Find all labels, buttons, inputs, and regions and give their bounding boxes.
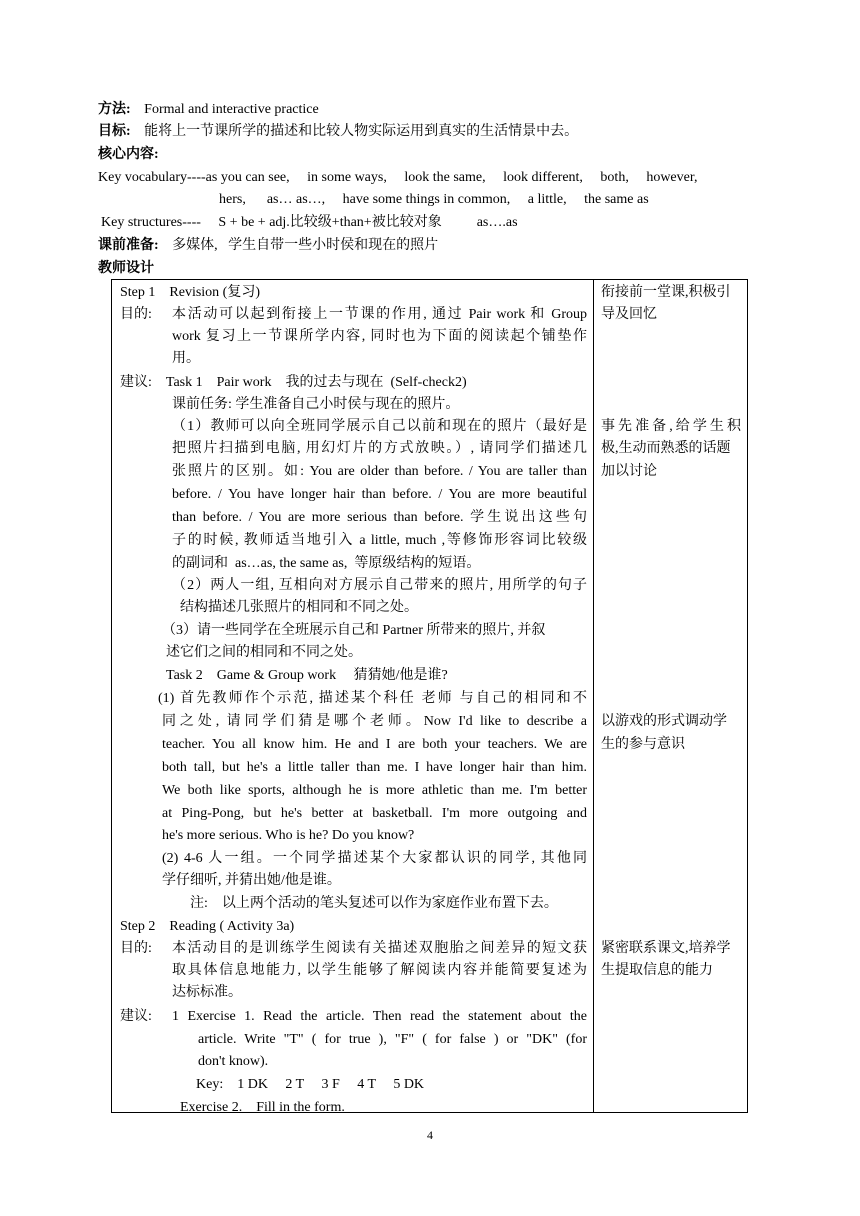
lesson-line: 的副词和 as…as, the same as, 等原级结构的短语。 [172,556,481,571]
design-label: 教师设计 [98,261,154,276]
lesson-line: 1 Exercise 1. Read the article. Then read the statement about the [172,1009,587,1024]
page-number: 4 [427,1128,433,1142]
lesson-line: Step 2 Reading ( Activity 3a) [120,919,295,934]
method-text: Formal and interactive practice [144,102,319,117]
lesson-line: (1) 首先教师作个示范, 描述某个科任 老师 与自己的相同和不 [158,691,587,706]
lesson-line: 张照片的区别。如: You are older than before. / You are taller than [172,464,587,479]
lesson-line: （2）两人一组, 互相向对方展示自己带来的照片, 用所学的句子 [172,578,587,593]
core-label: 核心内容: [98,147,159,162]
lesson-table [111,279,748,1113]
lesson-line: 达标标准。 [172,985,242,1000]
lesson-line: at Ping-Pong, but he's better at basketball. I'm more outgoing and [162,806,587,821]
goal-label: 目标: [98,124,131,139]
note-line: 生的参与意识 [601,737,685,752]
lesson-line: than before. / You are more serious than before. 学生说出这些句 [172,510,587,525]
note-line: 事先准备,给学生积 [601,419,741,434]
structures-line: Key structures---- S + be + adj.比较级+than+被比较对象 as….as [101,215,518,230]
lesson-line: Exercise 2. Fill in the form. [180,1100,345,1115]
note-line: 加以讨论 [601,464,657,479]
vocab-line-2: hers, as… as…, have some things in common, a little, the same as [219,192,649,207]
prep-text: 多媒体, 学生自带一些小时侯和现在的照片 [172,238,439,253]
lesson-steps-cell [112,280,594,1113]
lesson-line: teacher. You all know him. He and I are both your teachers. We are [162,737,587,752]
lesson-line: 注: 以上两个活动的笔头复述可以作为家庭作业布置下去。 [190,896,558,911]
lesson-line: don't know). [198,1054,269,1069]
lesson-line: （1）教师可以向全班同学展示自己以前和现在的照片（最好是 [172,419,587,434]
method-line [98,100,319,120]
lesson-line: Step 1 Revision (复习) [120,285,260,300]
note-line: 极,生动而熟悉的话题 [601,441,731,456]
lesson-line: （3）请一些同学在全班展示自己和 Partner 所带来的照片, 并叙 [162,623,546,638]
lesson-line: 建议: Task 1 Pair work 我的过去与现在 (Self-check2) [120,375,467,390]
goal-text: 能将上一节课所学的描述和比较人物实际运用到真实的生活情景中去。 [144,124,579,139]
lesson-line: 结构描述几张照片的相同和不同之处。 [180,600,418,615]
note-line: 衔接前一堂课,积极引 [601,285,731,300]
lesson-line: 把照片扫描到电脑, 用幻灯片的方式放映。）, 请同学们描述几 [172,441,587,456]
notes-cell [594,280,748,1113]
lesson-line: Key: 1 DK 2 T 3 F 4 T 5 DK [196,1077,425,1092]
lesson-line: Task 2 Game & Group work 猜猜她/他是谁? [166,668,448,683]
lesson-line: We both like sports, although he is more athletic than me. I'm better [162,783,587,798]
lesson-line: 课前任务: 学生准备自己小时侯与现在的照片。 [172,397,460,412]
goal-line [98,122,578,142]
note-line: 生提取信息的能力 [601,963,713,978]
lesson-line: 学仔细听, 并猜出她/他是谁。 [162,873,341,888]
lesson-line: 子的时候, 教师适当地引入 a little, much ,等修饰形容词比较级 [172,533,587,548]
lesson-line: work 复习上一节课所学内容, 同时也为下面的阅读起个铺垫作 [172,329,587,344]
lesson-line: he's more serious. Who is he? Do you know? [162,828,415,843]
lesson-line: 目的: [120,307,152,322]
lesson-line: 目的: [120,941,152,956]
lesson-line: 本活动目的是训练学生阅读有关描述双胞胎之间差异的短文获 [172,941,587,956]
lesson-line: 同之处, 请同学们猜是哪个老师。Now I'd like to describe a [162,714,587,729]
lesson-line: before. / You have longer hair than before. / You are more beautiful [172,487,587,502]
lesson-line: (2) 4-6 人一组。一个同学描述某个大家都认识的同学, 其他同 [162,851,587,866]
lesson-line: article. Write "T" ( for true ), "F" ( for false ) or "DK" (for [198,1032,587,1047]
vocab-line-1: Key vocabulary----as you can see, in some ways, look the same, look different, both, however, [98,170,698,185]
method-label: 方法: [98,102,131,117]
note-line: 紧密联系课文,培养学 [601,941,731,956]
lesson-line: 述它们之间的相同和不同之处。 [166,645,362,660]
lesson-line: 建议: [120,1009,152,1024]
note-line: 以游戏的形式调动学 [601,714,727,729]
lesson-line: 取具体信息地能力, 以学生能够了解阅读内容并能简要复述为 [172,963,587,978]
note-line: 导及回忆 [601,307,657,322]
lesson-line: 本活动可以起到衔接上一节课的作用, 通过 Pair work 和 Group [172,307,587,322]
prep-label: 课前准备: [98,238,159,253]
prep-line [98,236,438,256]
lesson-line: both tall, but he's a little taller than me. I have longer hair than him. [162,760,587,775]
lesson-line: 用。 [172,351,200,366]
